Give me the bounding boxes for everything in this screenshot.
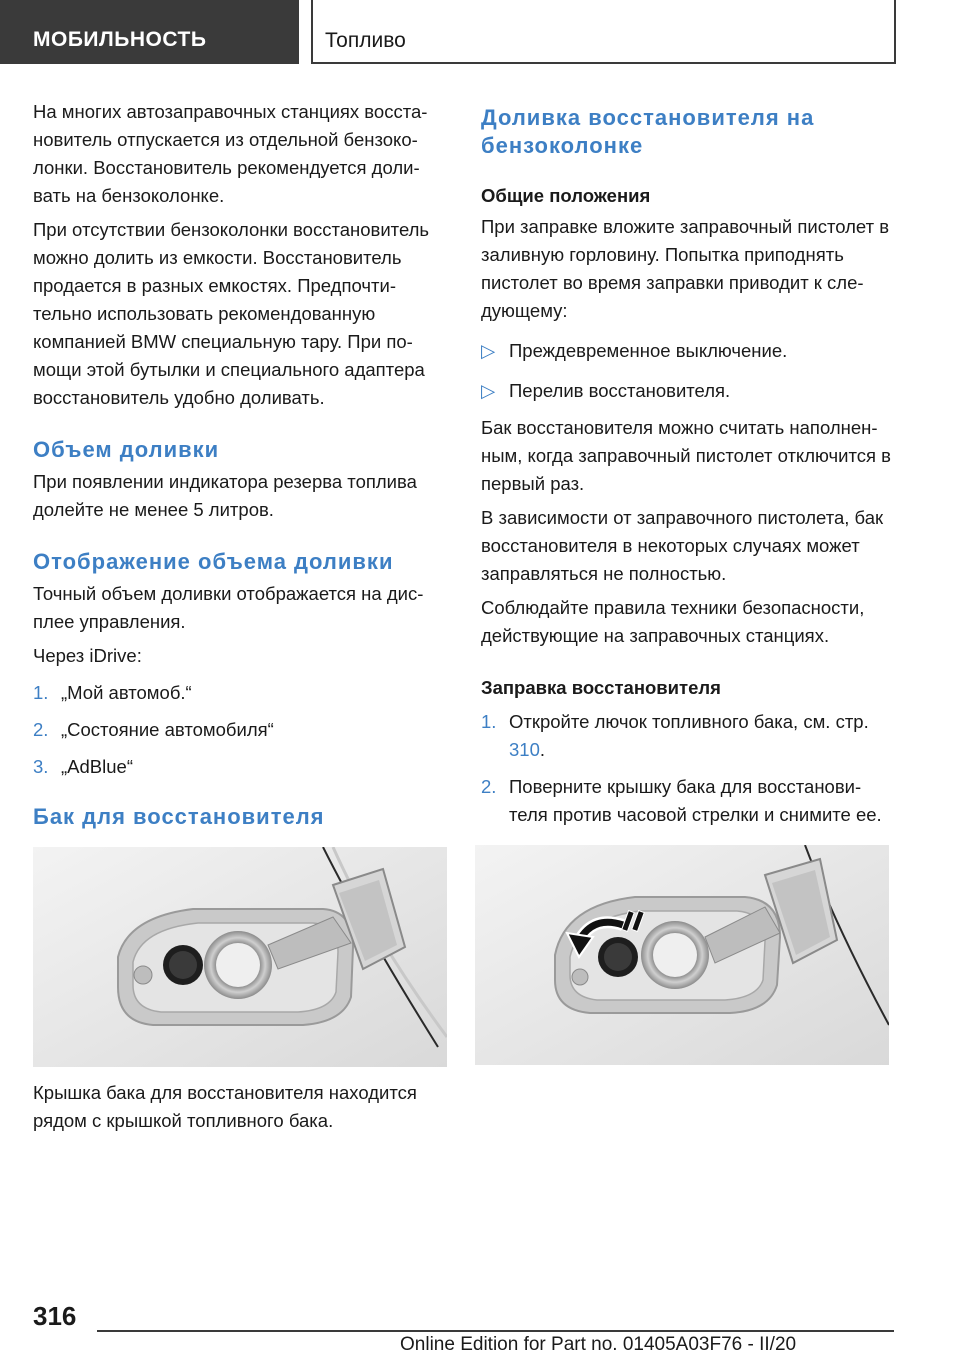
list-item	[33, 679, 451, 707]
heading-tank: Бак для восстановителя	[33, 804, 325, 829]
left-column	[33, 98, 451, 1141]
intro-paragraph-2: При отсутствии бензоколонки восстановитель можно долить из емкости. Восстановитель продается в разных емкостях. Предпочти-тельно использовать рекомендованную компанией BMW специальную тару. При по-мощи этой бутылки и специального адаптера восстановитель удобно доливать.	[33, 219, 430, 408]
footer-edition: Online Edition for Part no. 01405A03F76 - II/20	[400, 1334, 797, 1355]
list-item	[33, 716, 451, 744]
list-text: „Состояние автомобиля“	[61, 719, 274, 740]
list-text: Перелив восстановителя.	[509, 380, 731, 401]
right-column	[481, 98, 899, 1065]
list-number: 1.	[33, 682, 49, 703]
figure-caption: Крышка бака для восстановителя находится рядом с крышкой топливного бака.	[33, 1082, 417, 1131]
footer-divider	[97, 1330, 894, 1332]
list-item	[481, 708, 899, 764]
heading-fill: Заправка восстановителя	[481, 677, 721, 698]
list-item	[481, 773, 899, 829]
list-text: „Мой автомоб.“	[61, 682, 192, 703]
list-text: Поверните крышку бака для восстанови-теля против часовой стрелки и снимите ее.	[509, 776, 882, 825]
heading-volume: Объем доливки	[33, 437, 220, 462]
general-paragraph-3: В зависимости от заправочного пистолета, бак восстановителя в некоторых случаях может заправляться не полностью.	[481, 507, 884, 584]
volume-paragraph: При появлении индикатора резерва топлива долейте не менее 5 литров.	[33, 471, 417, 520]
triangle-bullet-icon: ▷	[481, 340, 496, 361]
section-title: МОБИЛЬНОСТЬ	[33, 28, 207, 51]
list-item	[481, 377, 899, 405]
figure-remove-cap	[475, 845, 889, 1065]
display-paragraph-1: Точный объем доливки отображается на дис-плее управления.	[33, 583, 424, 632]
general-paragraph-1: При заправке вложите заправочный пистолет в заливную горловину. Попытка приподнять пистолет во время заправки приводит к сле-дующему:	[481, 216, 890, 321]
chapter-title: Топливо	[325, 29, 406, 52]
list-item	[33, 753, 451, 781]
list-item	[481, 337, 899, 365]
heading-refill: Доливка восстановителя на бензоколонке	[481, 105, 815, 158]
intro-paragraph-1: На многих автозаправочных станциях восста-новитель отпускается из отдельной бензоко-лонки. Восстановитель рекомендуется доли-вать на бензоколонке.	[33, 101, 428, 206]
list-text: „AdBlue“	[61, 756, 133, 777]
list-number: 1.	[481, 711, 497, 732]
page-reference-link[interactable]: 310	[509, 739, 540, 760]
general-paragraph-2: Бак восстановителя можно считать наполнен-ным, когда заправочный пистолет отключится в первый раз.	[481, 417, 891, 494]
list-number: 2.	[33, 719, 49, 740]
display-paragraph-2: Через iDrive:	[33, 645, 142, 666]
figure-tank-cap	[33, 847, 447, 1067]
list-text-end: .	[539, 739, 546, 760]
list-text: Откройте лючок топливного бака, см. стр.	[509, 711, 869, 732]
general-paragraph-4: Соблюдайте правила техники безопасности, действующие на заправочных станциях.	[481, 597, 865, 646]
page-number: 316	[33, 1301, 77, 1331]
list-number: 2.	[481, 776, 497, 797]
tank-cap-illustration	[33, 847, 447, 1067]
list-text: Преждевременное выключение.	[509, 340, 788, 361]
heading-general: Общие положения	[481, 185, 651, 206]
remove-cap-illustration	[475, 845, 889, 1065]
triangle-bullet-icon: ▷	[481, 380, 496, 401]
list-number: 3.	[33, 756, 49, 777]
heading-display: Отображение объема доливки	[33, 549, 394, 574]
